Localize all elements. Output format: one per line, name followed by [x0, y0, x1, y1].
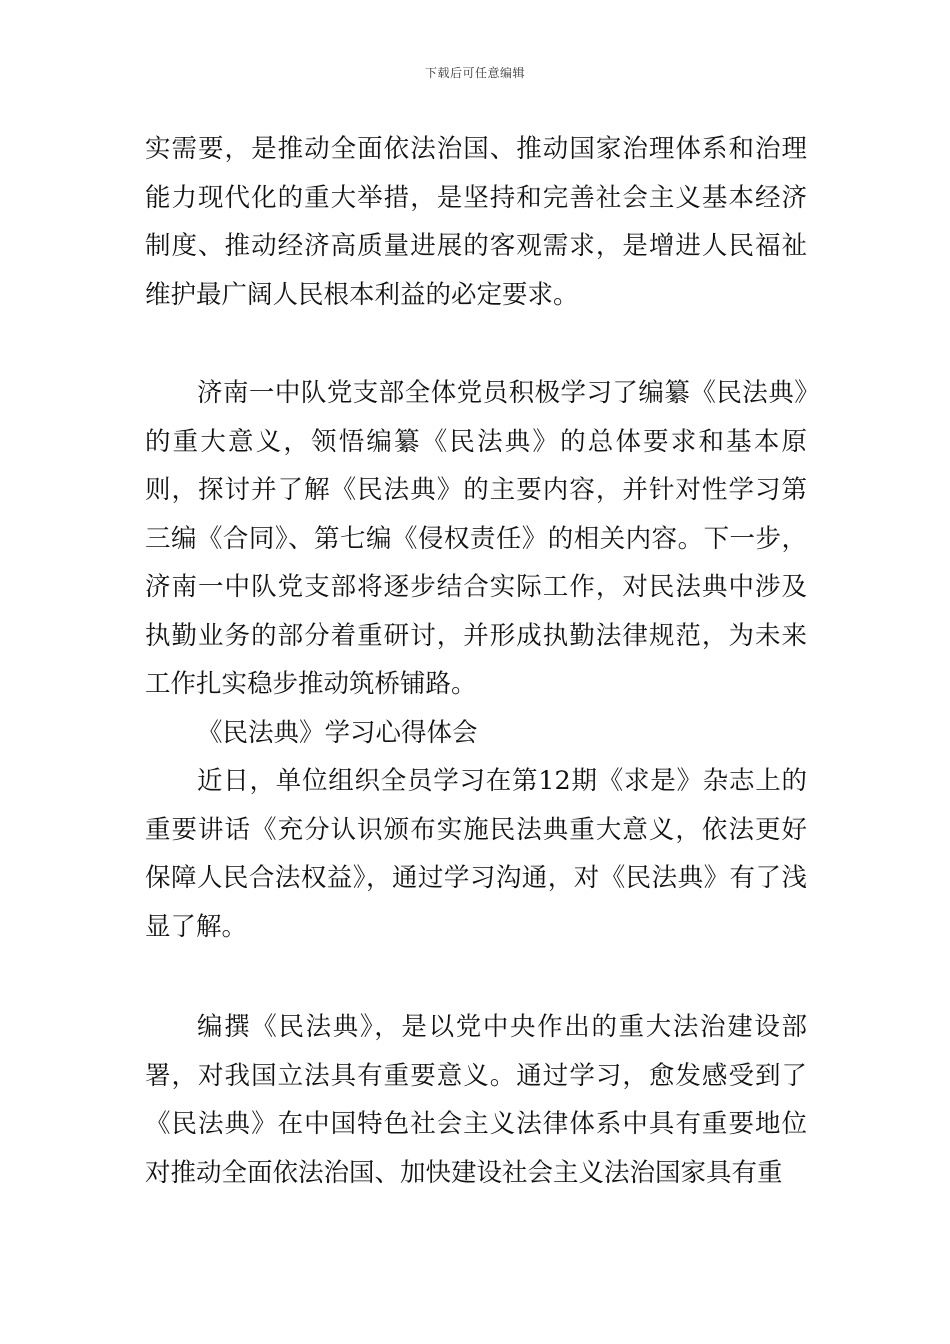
- paragraph-1: 实需要，是推动全面依法治国、推动国家治理体系和治理能力现代化的重大举措，是坚持和完善社会主义基本经济制度、推动经济高质量进展的客观需求，是增进人民福祉维护最广阔人民根本利益的必定要求。: [145, 134, 807, 310]
- paragraph-4: 编撰《民法典》，是以党中央作出的重大法治建设部署，对我国立法具有重要意义。通过学习，愈发感受到了《民法典》在中国特色社会主义法律体系中具有重要地位对推动全面依法治国、加快建设社会主义法治国家具有重: [145, 1012, 807, 1188]
- document-body: [145, 125, 807, 1197]
- paragraph-3: 近日，单位组织全员学习在第12期《求是》杂志上的重要讲话《充分认识颁布实施民法典重大意义，依法更好保障人民合法权益》，通过学习沟通，对《民法典》有了浅显了解。: [145, 766, 807, 942]
- section-title: 《民法典》学习心得体会: [197, 717, 478, 748]
- paragraph-2: 济南一中队党支部全体党员积极学习了编纂《民法典》的重大意义，领悟编纂《民法典》的总体要求和基本原则，探讨并了解《民法典》的主要内容，并针对性学习第三编《合同》、第七编《侵权责任》的相关内容。下一步，济南一中队党支部将逐步结合实际工作，对民法典中涉及执勤业务的部分着重研讨，并形成执勤法律规范，为未来工作扎实稳步推动筑桥铺路。: [145, 378, 807, 699]
- header-note: 下载后可任意编辑: [424, 66, 525, 80]
